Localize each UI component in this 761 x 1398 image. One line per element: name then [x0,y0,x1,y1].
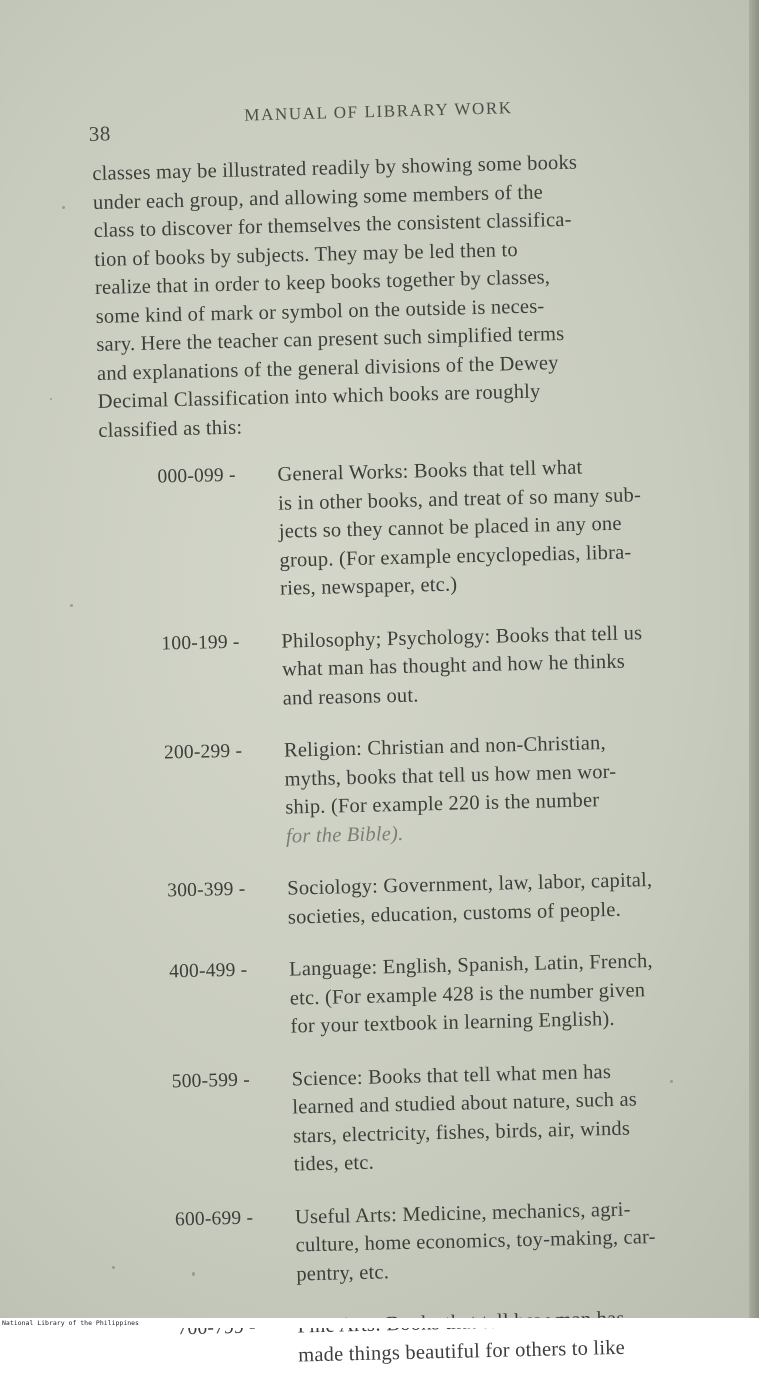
description-line: societies, education, customs of people. [287,898,622,929]
body-text [92,145,761,1398]
class-description [289,945,753,1041]
intro-line: some kind of mark or symbol on the outside is neces- [95,294,545,328]
description-line: Philosophy; Psychology: Books that tell us [281,621,643,653]
classification-entry [103,616,745,717]
description-line: for the Bible). [285,822,404,848]
class-description [277,450,742,603]
intro-line: class to discover for themselves the consistent classifica- [93,208,572,242]
class-code: 000-099 - [157,464,236,488]
description-line: group. (For example encyclopedias, libra- [279,540,632,572]
intro-line: and explanations of the general divisions of the Dewey [96,351,559,385]
paper-speck [50,398,52,400]
class-description [295,1192,759,1288]
class-code: 200-299 - [163,740,243,764]
intro-line: Decimal Classification into which books are roughly [97,380,541,413]
class-code: 400-499 - [168,959,248,983]
intro-line: tion of books by subjects. They may be led then to [94,238,519,271]
description-line: ries, newspaper, etc.) [279,573,458,600]
class-description [281,616,745,712]
intro-paragraph [92,145,739,445]
intro-line: sary. Here the teacher can present such simplified terms [96,322,565,356]
class-code: 500-599 - [171,1069,251,1092]
description-line: learned and studied about nature, such as [292,1088,638,1119]
classification-entry [119,1302,760,1374]
paper-speck [70,604,73,607]
intro-line: classes may be illustrated readily by showing some books [92,151,578,185]
class-code: 100-199 - [161,631,240,654]
class-code: 600-699 - [174,1207,254,1230]
page-header [88,86,729,144]
intro-line: realize that in order to keep books together by classes, [94,266,551,299]
description-line: jects so they cannot be placed in any one [278,512,622,543]
description-line: etc. (For example 428 is the number given [289,978,646,1010]
footer-credit: National Library of the Philippines [2,1319,139,1327]
description-line: Useful Arts: Medicine, mechanics, agri- [294,1198,631,1229]
classification-entry [99,450,742,608]
class-description [287,864,750,932]
class-description [284,726,749,851]
paper-speck [670,1080,673,1083]
page-number: 38 [88,121,112,146]
paper-speck [62,206,65,209]
description-line: myths, books that tell us how men wor- [284,760,617,791]
running-head: MANUAL OF LIBRARY WORK [244,98,513,125]
paper-speck [112,1266,115,1269]
description-line: Religion: Christian and non-Christian, [283,732,607,762]
class-code: 300-399 - [166,878,246,902]
classification-entry [111,945,753,1046]
classification-entry [117,1192,759,1293]
intro-line: classified as this: [98,416,243,442]
description-line: tides, etc. [293,1151,375,1176]
description-line: ship. (For example 220 is the number [285,789,600,819]
description-line: what man has thought and how he thinks [281,650,626,681]
description-line: culture, home economics, toy-making, car- [295,1226,656,1257]
classification-entry [106,726,749,855]
paper-speck [192,1272,195,1276]
description-line: General Works: Books that tell what [277,456,583,486]
class-description [297,1302,760,1370]
description-line: Science: Books that tell what men has [291,1060,612,1091]
description-line: pentry, etc. [296,1260,390,1285]
class-description [291,1054,756,1179]
description-line: stars, electricity, fishes, birds, air, winds [292,1117,631,1148]
classification-entry [109,864,750,936]
intro-line: under each group, and allowing some members of the [92,180,544,214]
classification-entry [113,1054,756,1183]
description-line: Language: English, Spanish, Latin, French, [288,950,653,981]
description-line: Sociology: Government, law, labor, capital, [286,869,653,900]
description-line: and reasons out. [282,683,419,710]
description-line: made things beautiful for others to like [297,1336,626,1366]
description-line: is in other books, and treat of so many sub- [277,483,642,515]
classification-list [99,450,760,1374]
description-line: for your textbook in learning English). [290,1007,615,1038]
